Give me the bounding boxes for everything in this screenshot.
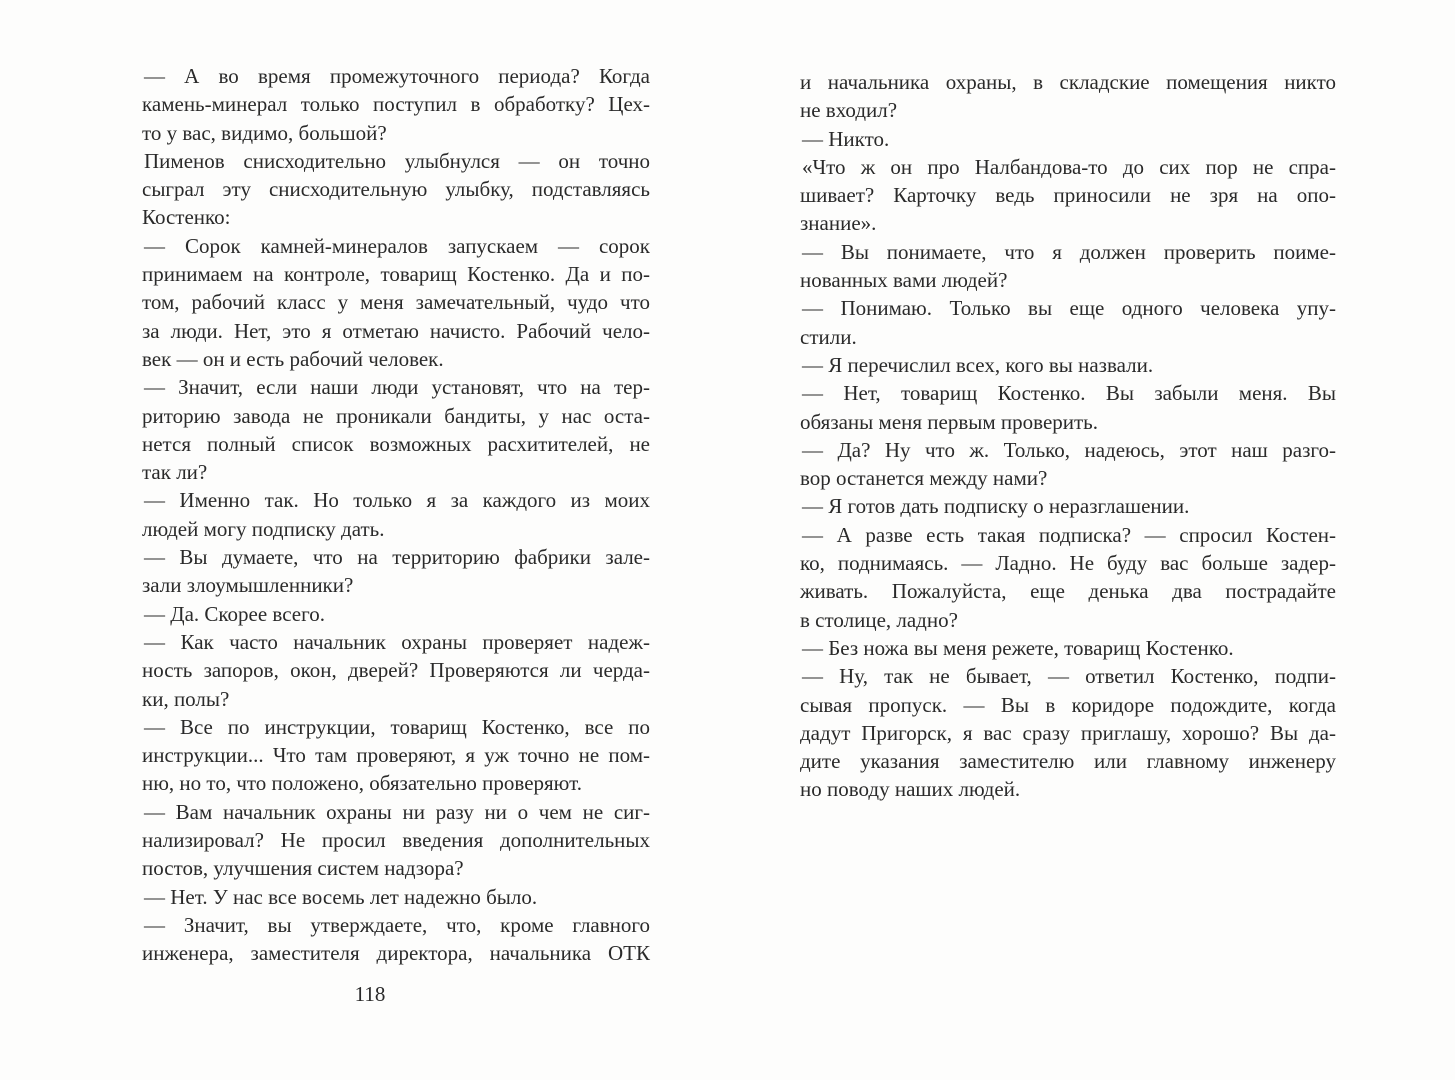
text-line: ко, поднимаясь. — Ладно. Не буду вас больше задер- [800,551,1336,576]
text-line: нованных вами людей? [800,268,1008,293]
text-line: Пименов снисходительно улыбнулся — он точно [144,148,650,173]
text-line: «Что ж он про Налбандова-то до сих пор не спра- [802,154,1336,179]
text-line: ню, но то, что положено, обязательно проверяют. [142,771,582,796]
text-line: — Сорок камней-минералов запускаем — сорок [144,233,650,258]
text-line: ки, полы? [142,686,230,711]
text-line: — Никто. [802,126,890,151]
text-line: в столице, ладно? [800,607,958,632]
text-line: сывая пропуск. — Вы в коридоре подождите, когда [800,692,1336,717]
text-line: обязаны меня первым проверить. [800,409,1099,434]
text-line: — Вам начальник охраны ни разу ни о чем не сиг- [144,799,650,824]
text-line: то у вас, видимо, большой? [142,120,387,145]
text-line: — Нет, товарищ Костенко. Вы забыли меня. Вы [802,381,1336,406]
text-line: век — он и есть рабочий человек. [142,346,444,371]
text-line: — Именно так. Но только я за каждого из моих [144,488,650,513]
text-line: дите указания заместителю или главному инженеру [800,749,1336,774]
text-line: и начальника охраны, в складские помещения никто [800,70,1336,94]
text-line: камень-минерал только поступил в обработку? Цех- [142,92,650,117]
text-line: инженера, заместителя директора, начальника ОТК [142,941,650,966]
text-line: — Я готов дать подписку о неразглашении. [802,494,1190,519]
text-line: за люди. Нет, это я отметаю начисто. Рабочий чело- [142,318,650,343]
text-line: — Я перечислил всех, кого вы назвали. [802,352,1154,377]
text-line: Костенко: [142,205,231,230]
text-line: — Как часто начальник охраны проверяет надеж- [144,629,650,654]
text-line: принимаем на контроле, товарищ Костенко. Да и по- [142,262,650,287]
text-line: — Значит, если наши люди установят, что на тер- [144,375,650,400]
text-line: риторию завода не проникали бандиты, у нас оста- [142,403,650,428]
text-line: нализировал? Не просил введения дополнительных [142,828,650,853]
text-line: вор останется между нами? [800,466,1048,491]
text-line: живать. Пожалуйста, еще денька два пострадайте [800,579,1336,604]
text-line: знание». [800,211,877,236]
text-line: так ли? [142,460,208,485]
text-line: — Да? Ну что ж. Только, надеюсь, этот наш разго- [802,437,1336,462]
text-line: шивает? Карточку ведь приносили не зря на опо- [800,183,1336,208]
text-line: — Понимаю. Только вы еще одного человека упу- [802,296,1336,321]
text-line: — Вы думаете, что на территорию фабрики зале- [144,545,650,570]
text-line: — А во время промежуточного периода? Когда [144,64,650,88]
text-line: — Ну, так не бывает, — ответил Костенко, подпи- [802,664,1336,689]
text-line: не входил? [800,98,898,123]
text-line: — Значит, вы утверждаете, что, кроме главного [144,912,650,937]
text-line: нется полный список возможных расхитителей, не [142,431,650,456]
text-line: — Все по инструкции, товарищ Костенко, все по [144,714,650,739]
text-line: стили. [800,324,857,349]
text-line: дадут Пригорск, я вас сразу приглашу, хорошо? Вы да- [800,720,1336,745]
right-page-text [800,68,1336,804]
text-line: постов, улучшения систем надзора? [142,856,464,881]
text-line: — Нет. У нас все восемь лет надежно было. [144,884,538,909]
text-line: ность запоров, окон, дверей? Проверяются ли черда- [142,658,650,683]
text-line: сыграл эту снисходительную улыбку, подставляясь [142,177,650,202]
text-line: инструкции... Что там проверяют, я уж точно не пом- [142,743,650,768]
text-line: но поводу наших людей. [800,777,1021,802]
text-line: людей могу подписку дать. [142,516,385,541]
left-page-text [142,62,650,968]
text-line: — Да. Скорее всего. [144,601,325,626]
page-number: 118 [354,982,386,1006]
text-line: — А разве есть такая подписка? — спросил Костен- [802,522,1336,547]
text-line: зали злоумышленники? [142,573,354,598]
text-line: — Вы понимаете, что я должен проверить поиме- [802,239,1336,264]
text-line: — Без ножа вы меня режете, товарищ Костенко. [802,635,1234,660]
text-line: том, рабочий класс у меня замечательный, чудо что [142,290,650,315]
